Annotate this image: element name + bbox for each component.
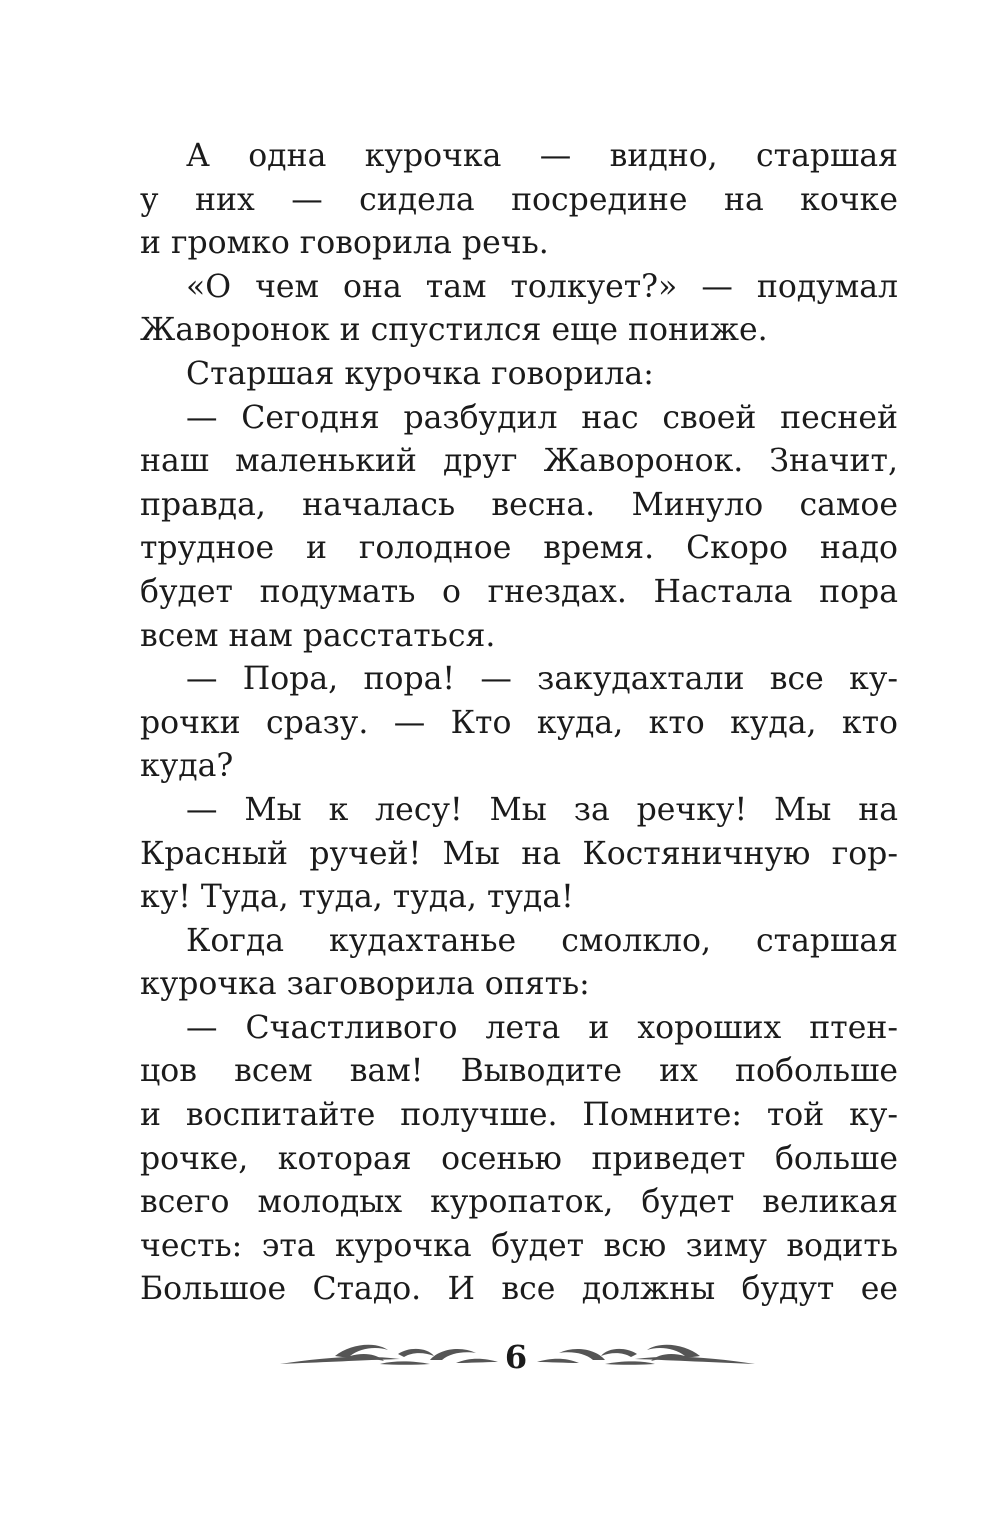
text-line: у них — сидела посредине на кочке	[140, 181, 898, 218]
text-line: «О чем она там толкует?» — подумал	[186, 268, 898, 305]
text-line: рочки сразу. — Кто куда, кто куда, кто	[140, 704, 898, 741]
text-line: наш маленький друг Жаворонок. Значит,	[140, 443, 898, 480]
text-line: рочке, которая осенью приведет больше	[140, 1140, 898, 1177]
page-number: 6	[504, 1338, 528, 1376]
text-line: Жаворонок и спустился еще пониже.	[140, 312, 768, 349]
text-line: — Сегодня разбудил нас своей песней	[186, 399, 898, 436]
text-line: цов всем вам! Выводите их побольше	[140, 1053, 898, 1090]
text-line: Большое Стадо. И все должны будут ее	[140, 1271, 898, 1308]
text-line: всего молодых куропаток, будет великая	[140, 1184, 898, 1221]
page-body-text	[140, 135, 898, 1312]
text-line: правда, началась весна. Минуло самое	[140, 486, 898, 523]
text-line: Старшая курочка говорила:	[186, 355, 654, 392]
right-flourish-ornament	[535, 1342, 755, 1372]
text-line: А одна курочка — видно, старшая	[186, 138, 898, 174]
text-line: трудное и голодное время. Скоро надо	[140, 530, 898, 567]
text-line: честь: эта курочка будет всю зиму водить	[140, 1227, 898, 1264]
text-line: и громко говорила речь.	[140, 225, 549, 262]
text-line: куда?	[140, 748, 234, 785]
left-flourish-ornament	[280, 1342, 500, 1372]
text-line: будет подумать о гнездах. Настала пора	[140, 573, 898, 610]
text-line: курочка заговорила опять:	[140, 966, 590, 1003]
text-line: — Пора, пора! — закудахтали все ку-	[186, 661, 898, 698]
text-line: ку! Туда, туда, туда, туда!	[140, 879, 574, 916]
text-line: Когда кудахтанье смолкло, старшая	[186, 922, 898, 959]
text-line: — Мы к лесу! Мы за речку! Мы на	[186, 791, 898, 828]
text-line: и воспитайте получше. Помните: той ку-	[140, 1097, 898, 1134]
page-footer	[0, 1334, 1000, 1384]
text-line: всем нам расстаться.	[140, 617, 496, 654]
text-line: Красный ручей! Мы на Костяничную гор-	[140, 835, 898, 872]
text-line: — Счастливого лета и хороших птен-	[186, 1009, 898, 1046]
